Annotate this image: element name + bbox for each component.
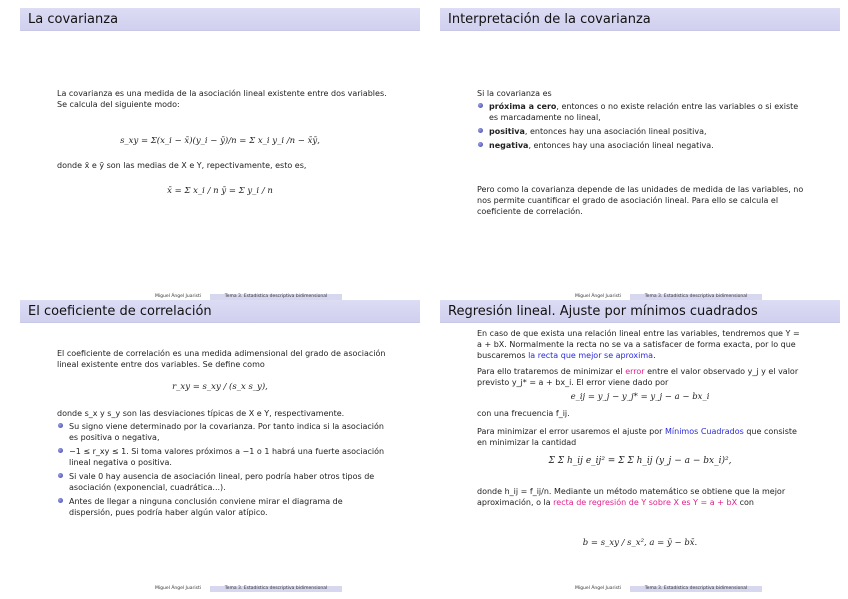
slide-paragraph: con una frecuencia f_ij. bbox=[477, 409, 570, 418]
slide-title: Regresión lineal. Ajuste por mínimos cuadrados bbox=[440, 300, 840, 323]
footer-author: Miguel Ángel Juaristi bbox=[155, 586, 201, 591]
slide-paragraph: donde h_ij = f_ij/n. Mediante un método matemático se obtiene que la mejor aproximación, o la recta de regresión de Y sobre X es Y = a + bX con bbox=[477, 487, 786, 507]
slide-paragraph: Para minimizar el error usaremos el ajuste por Mínimos Cuadrados que consiste en minimizar la cantidad bbox=[477, 427, 797, 447]
list-item: −1 ≤ r_xy ≤ 1. Si toma valores próximos a −1 o 1 habrá una fuerte asociación lineal negativa o positiva. bbox=[57, 446, 387, 468]
footer-topic: Tema 3. Estadística descriptiva bidimensional bbox=[210, 586, 342, 592]
footer-topic: Tema 3. Estadística descriptiva bidimensional bbox=[630, 586, 762, 592]
footer-author: Miguel Ángel Juaristi bbox=[575, 586, 621, 591]
highlight-text: Mínimos Cuadrados bbox=[665, 427, 744, 436]
slide-paragraph: El coeficiente de correlación es una medida adimensional del grado de asociación lineal existente entre dos variables. Se define como bbox=[57, 349, 386, 369]
slide-regresion bbox=[440, 300, 840, 594]
footer-topic: Tema 3. Estadística descriptiva bidimensional bbox=[630, 294, 762, 300]
bullet-icon bbox=[58, 473, 63, 478]
footer-topic: Tema 3. Estadística descriptiva bidimensional bbox=[210, 294, 342, 300]
slide-title: La covarianza bbox=[20, 8, 420, 31]
highlight-text: la recta que mejor se aproxima bbox=[528, 351, 654, 360]
slide-paragraph: donde x̄ e ȳ son las medias de X e Y, repectivamente, esto es, bbox=[57, 161, 307, 170]
footer-author: Miguel Ángel Juaristi bbox=[575, 294, 621, 299]
slide-title: El coeficiente de correlación bbox=[20, 300, 420, 323]
slide-paragraph: Para ello trataremos de minimizar el error entre el valor observado y_j y el valor previsto y_j* = a + bx_i. El error viene dado por bbox=[477, 367, 799, 387]
slide-footer bbox=[20, 585, 420, 594]
list-item: positiva, entonces hay una asociación lineal positiva, bbox=[477, 126, 807, 137]
list-item: negativa, entonces hay una asociación lineal negativa. bbox=[477, 140, 807, 151]
slide-paragraph: donde s_x y s_y son las desviaciones típicas de X e Y, respectivamente. bbox=[57, 409, 345, 418]
error-formula: e_ij = y_j − y_j* = y_j − a − bx_i bbox=[570, 392, 710, 402]
bullet-icon bbox=[478, 128, 483, 133]
bullet-icon bbox=[58, 423, 63, 428]
list-item: próxima a cero, entonces o no existe relación entre las variables o si existe es marcadamente no lineal, bbox=[477, 101, 807, 123]
bullet-icon bbox=[58, 498, 63, 503]
correlation-formula: r_xy = s_xy / (s_x s_y), bbox=[172, 382, 268, 392]
slide-paragraph: En caso de que exista una relación lineal entre las variables, tendremos que Y = a + bX. Normalmente la recta no se va a satisfacer de forma exacta, por lo que buscaremos la recta que mejor se aproxima. bbox=[477, 329, 800, 360]
covariance-formula: s_xy = Σ(x_i − x̄)(y_i − ȳ)/n = Σ x_i y_i /n − x̄ȳ, bbox=[120, 136, 320, 146]
slide-title: Interpretación de la covarianza bbox=[440, 8, 840, 31]
slide-correlacion bbox=[20, 300, 420, 594]
slide-paragraph: Pero como la covarianza depende de las unidades de medida de las variables, no nos permite cuantificar el grado de asociación lineal. Para ello se calcula el coeficiente de correlación. bbox=[477, 185, 804, 216]
least-squares-formula: Σ Σ h_ij e_ij² = Σ Σ h_ij (y_j − a − bx_i)², bbox=[548, 456, 732, 466]
slide-interpretacion bbox=[440, 8, 840, 302]
highlight-text: error bbox=[625, 367, 645, 376]
slide-covarianza bbox=[20, 8, 420, 302]
means-formula: x̄ = Σ x_i / n ȳ = Σ y_i / n bbox=[167, 186, 273, 196]
bullet-icon bbox=[58, 448, 63, 453]
highlight-text: recta de regresión de Y sobre X es Y = a + bX bbox=[553, 498, 738, 507]
footer-author: Miguel Ángel Juaristi bbox=[155, 294, 201, 299]
slide-paragraph: La covarianza es una medida de la asociación lineal existente entre dos variables. Se calcula del siguiente modo: bbox=[57, 89, 387, 109]
interpretation-list bbox=[477, 101, 807, 154]
bullet-icon bbox=[478, 142, 483, 147]
bullet-icon bbox=[478, 103, 483, 108]
slide-paragraph: Si la covarianza es bbox=[477, 89, 552, 98]
slide-footer bbox=[440, 585, 840, 594]
list-item: Antes de llegar a ninguna conclusión conviene mirar el diagrama de dispersión, pues podría haber algún valor atípico. bbox=[57, 496, 387, 518]
coefficients-formula: b = s_xy / s_x², a = ȳ − bx̄. bbox=[582, 538, 698, 548]
list-item: Si vale 0 hay ausencia de asociación lineal, pero podría haber otros tipos de asociación (exponencial, cuadrática...). bbox=[57, 471, 387, 493]
correlation-list bbox=[57, 421, 387, 521]
list-item: Su signo viene determinado por la covarianza. Por tanto indica si la asociación es positiva o negativa, bbox=[57, 421, 387, 443]
